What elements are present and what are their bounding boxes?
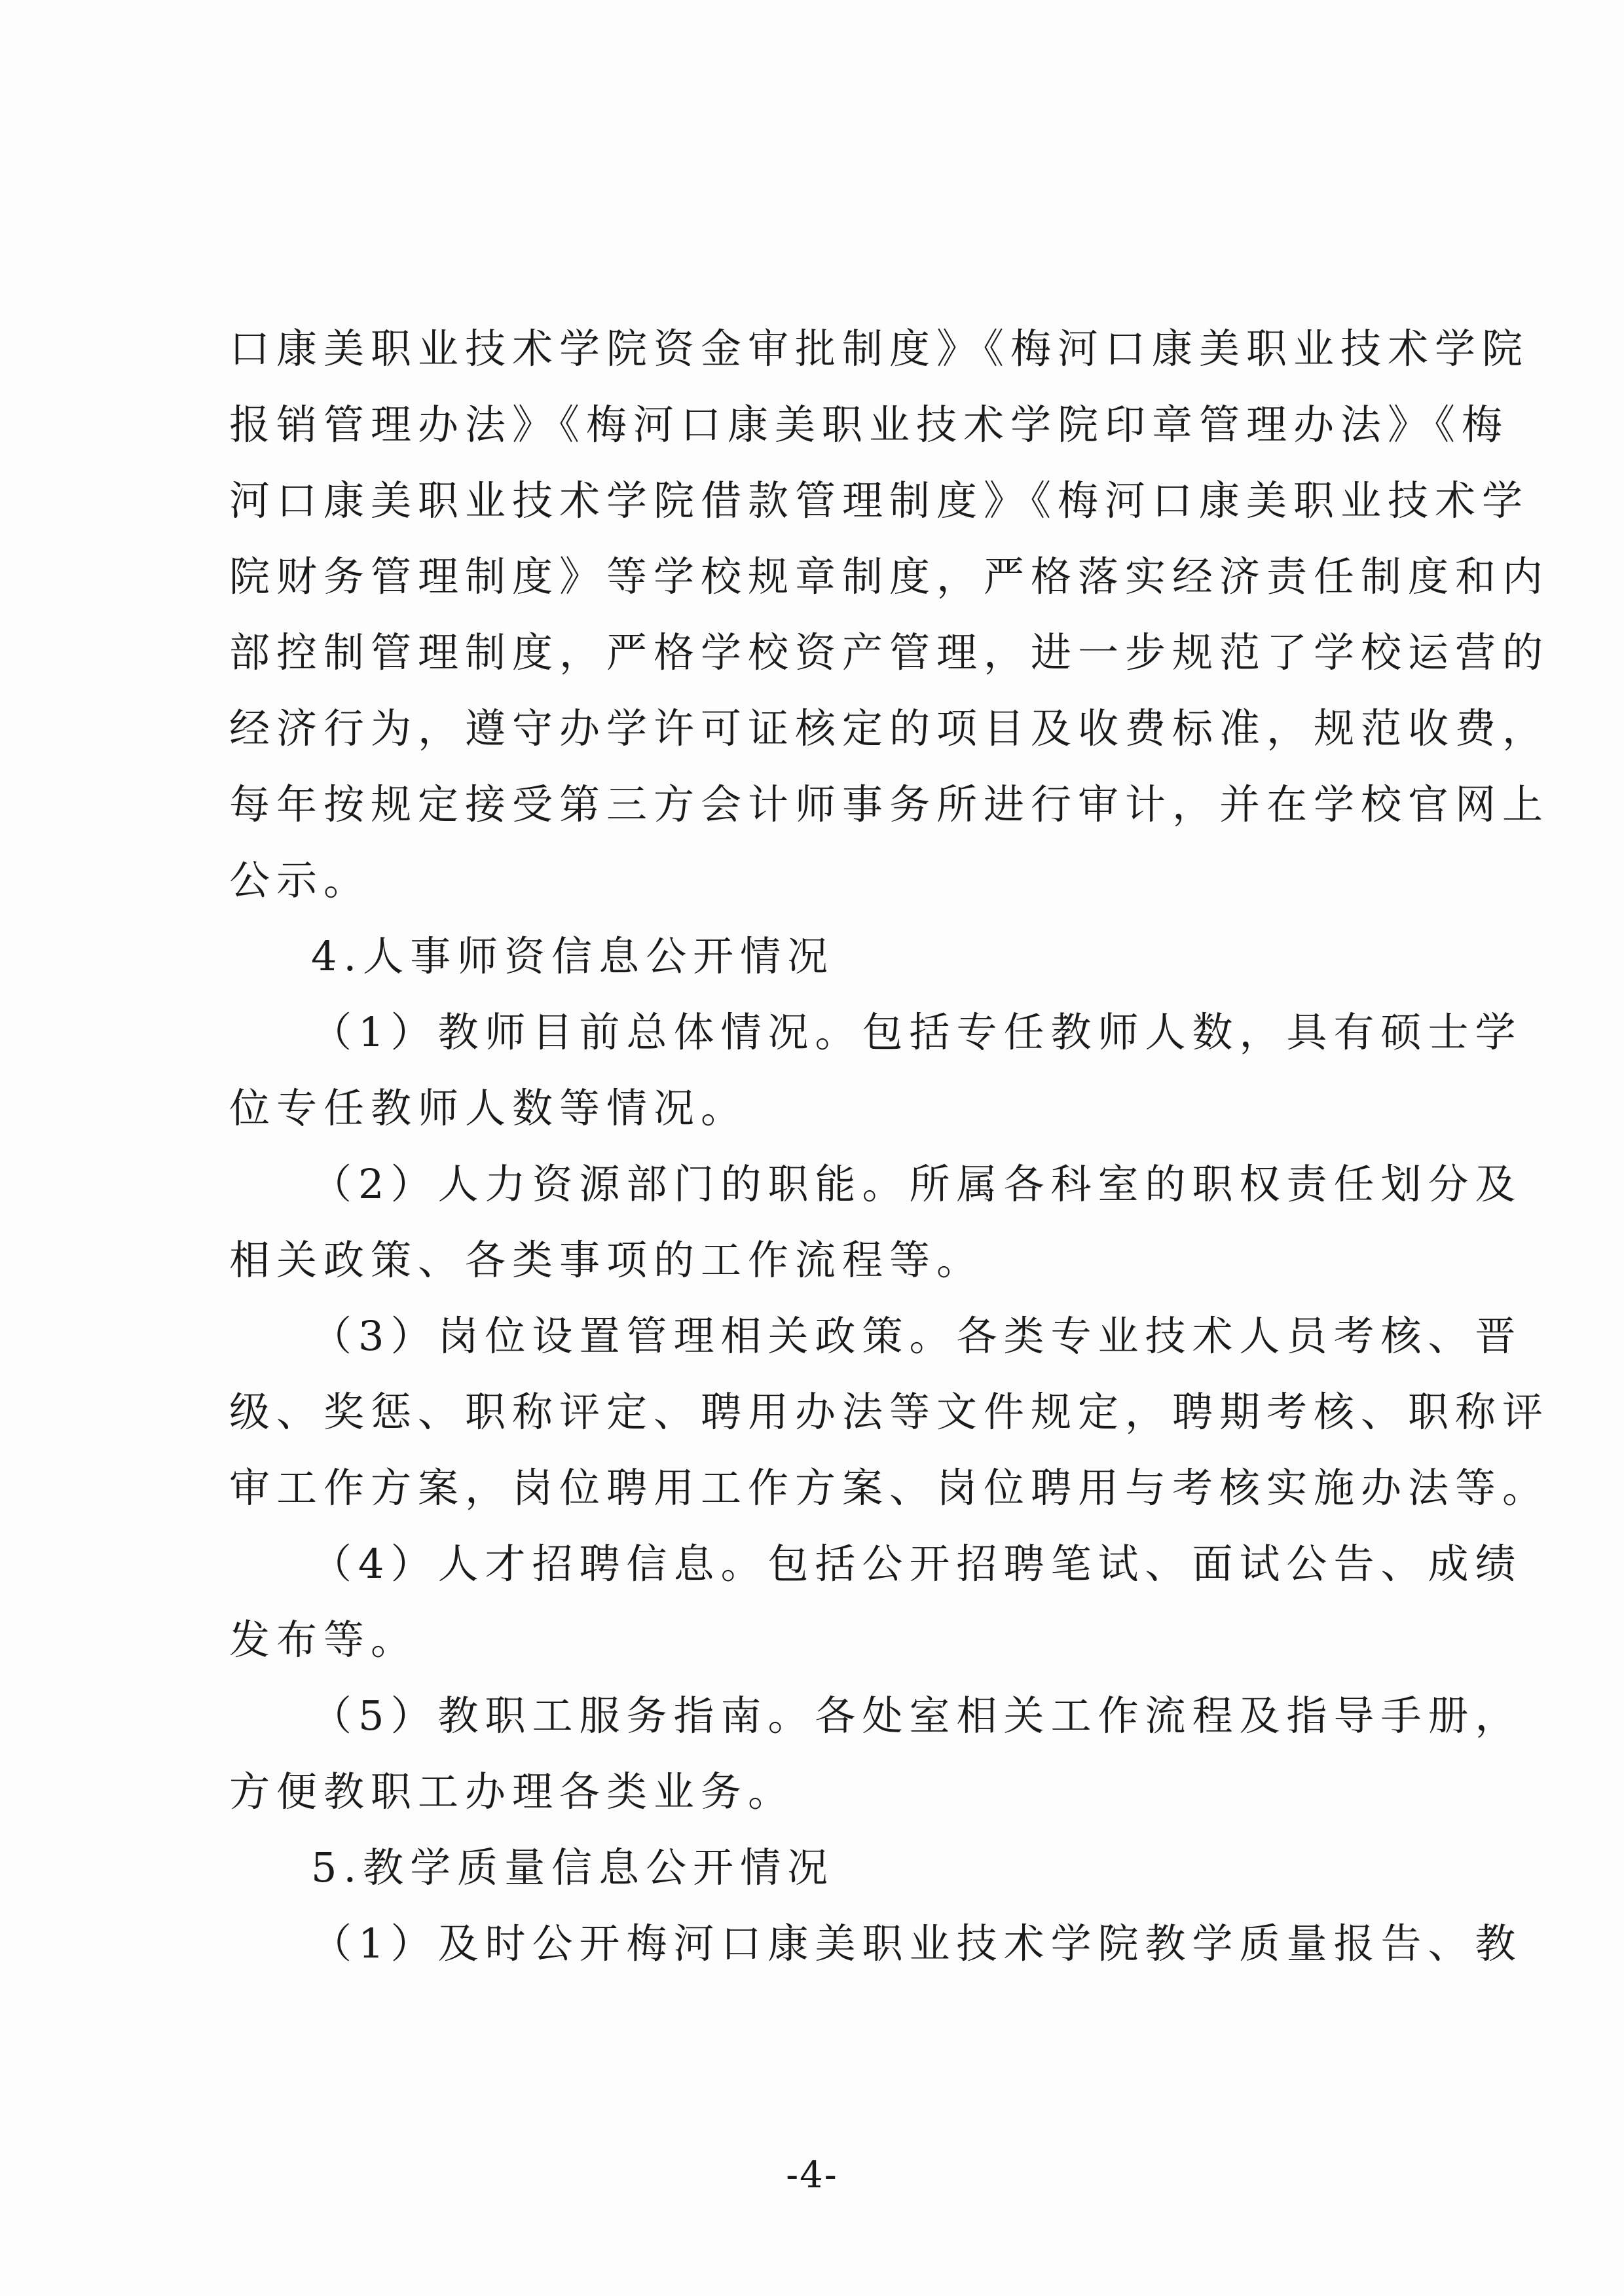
list-item-1: （1）教师目前总体情况。包括专任教师人数，具有硕士学 — [311, 1008, 1522, 1056]
text-line: 发布等。 — [229, 1616, 418, 1664]
list-item-3: （3）岗位设置管理相关政策。各类专业技术人员考核、晋 — [311, 1312, 1522, 1360]
body-text — [229, 311, 1550, 1982]
text-line: 审工作方案，岗位聘用工作方案、岗位聘用与考核实施办法等。 — [229, 1464, 1550, 1512]
text-line: 经济行为，遵守办学许可证核定的项目及收费标准，规范收费， — [229, 704, 1550, 752]
text-line: 报销管理办法》《梅河口康美职业技术学院印章管理办法》《梅 — [229, 401, 1509, 448]
text-line: 河口康美职业技术学院借款管理制度》《梅河口康美职业技术学 — [229, 477, 1530, 524]
text-line: 级、奖惩、职称评定、聘用办法等文件规定，聘期考核、职称评 — [229, 1388, 1550, 1436]
list-item-5: （5）教职工服务指南。各处室相关工作流程及指导手册， — [311, 1692, 1522, 1740]
page-number: -4- — [786, 2154, 838, 2196]
list-item-5-1: （1）及时公开梅河口康美职业技术学院教学质量报告、教 — [311, 1920, 1522, 1967]
text-line: 口康美职业技术学院资金审批制度》《梅河口康美职业技术学院 — [229, 325, 1530, 373]
text-line: 方便教职工办理各类业务。 — [229, 1768, 796, 1815]
list-item-4: （4）人才招聘信息。包括公开招聘笔试、面试公告、成绩 — [311, 1540, 1522, 1588]
section-heading-5: 5.教学质量信息公开情况 — [311, 1844, 835, 1891]
text-line: 院财务管理制度》等学校规章制度，严格落实经济责任制度和内 — [229, 553, 1550, 600]
text-line: 相关政策、各类事项的工作流程等。 — [229, 1236, 984, 1284]
text-line: 公示。 — [229, 856, 371, 904]
text-line: 部控制管理制度，严格学校资产管理，进一步规范了学校运营的 — [229, 629, 1550, 676]
list-item-2: （2）人力资源部门的职能。所属各科室的职权责任划分及 — [311, 1160, 1522, 1208]
text-line: 位专任教师人数等情况。 — [229, 1084, 748, 1132]
text-line: 每年按规定接受第三方会计师事务所进行审计，并在学校官网上 — [229, 780, 1550, 828]
section-heading-4: 4.人事师资信息公开情况 — [311, 932, 835, 980]
